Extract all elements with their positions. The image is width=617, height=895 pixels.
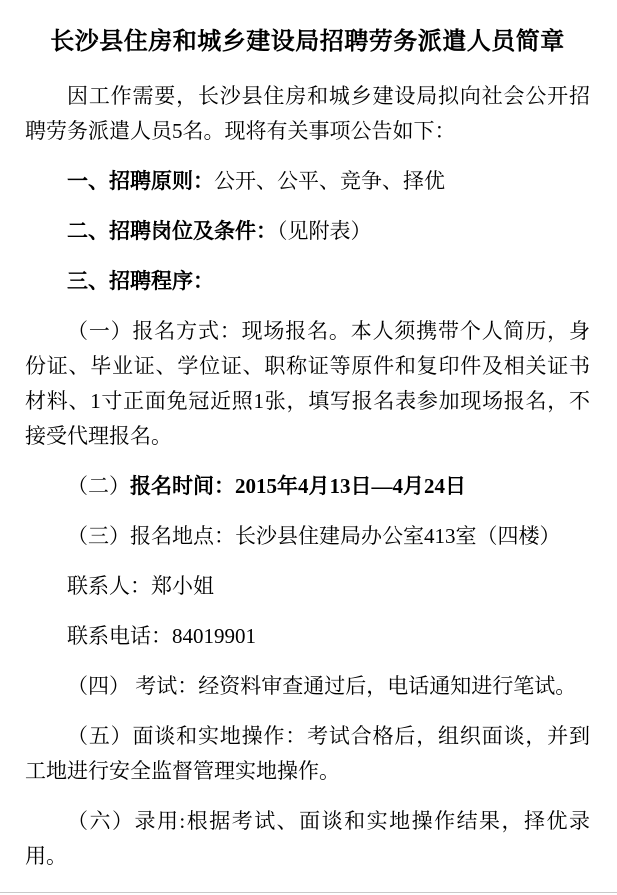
- section-recruitment-principle: [25, 164, 590, 199]
- section-procedure: [25, 264, 590, 299]
- section-positions-conditions: [25, 214, 590, 249]
- step1-text: （一）报名方式：现场报名。本人须携带个人简历，身份证、毕业证、学位证、职称证等原件和复印件及相关证书材料、1寸正面免冠近照1张，填写报名表参加现场报名，不接受代理报名。: [25, 319, 590, 448]
- step-registration-time: [25, 469, 590, 504]
- section2-text: （见附表）: [277, 219, 372, 243]
- step-registration-location: [25, 519, 590, 554]
- contact-person-text: 联系人：郑小姐: [67, 574, 214, 598]
- contact-phone-text: 联系电话：84019901: [67, 624, 256, 648]
- step-registration-method: [25, 314, 590, 454]
- step3-text: （三）报名地点：长沙县住建局办公室413室（四楼）: [67, 524, 561, 548]
- step-interview-operation: [25, 719, 590, 789]
- document-title: 长沙县住房和城乡建设局招聘劳务派遣人员简章: [50, 29, 565, 55]
- contact-phone-line: [25, 619, 590, 654]
- step5-text: （五）面谈和实地操作：考试合格后，组织面谈，并到工地进行安全监督管理实地操作。: [25, 724, 590, 783]
- step6-text: （六）录用:根据考试、面谈和实地操作结果，择优录用。: [25, 809, 590, 868]
- step-hiring: [25, 804, 590, 874]
- step4-text: （四） 考试：经资料审查通过后，电话通知进行笔试。: [67, 674, 577, 698]
- intro-paragraph: [25, 79, 590, 149]
- step2-prefix: （二）: [67, 474, 130, 498]
- section3-heading: 三、招聘程序：: [67, 269, 214, 293]
- section1-heading: 一、招聘原则：: [67, 169, 214, 193]
- section2-heading: 二、招聘岗位及条件：: [67, 219, 277, 243]
- bottom-divider: [0, 892, 617, 893]
- contact-person-line: [25, 569, 590, 604]
- step-exam: [25, 669, 590, 704]
- step2-bold-text: 报名时间：2015年4月13日—4月24日: [130, 474, 466, 498]
- section1-text: 公开、公平、竞争、择优: [214, 169, 445, 193]
- intro-text: 因工作需要，长沙县住房和城乡建设局拟向社会公开招聘劳务派遣人员5名。现将有关事项公告如下：: [25, 84, 590, 143]
